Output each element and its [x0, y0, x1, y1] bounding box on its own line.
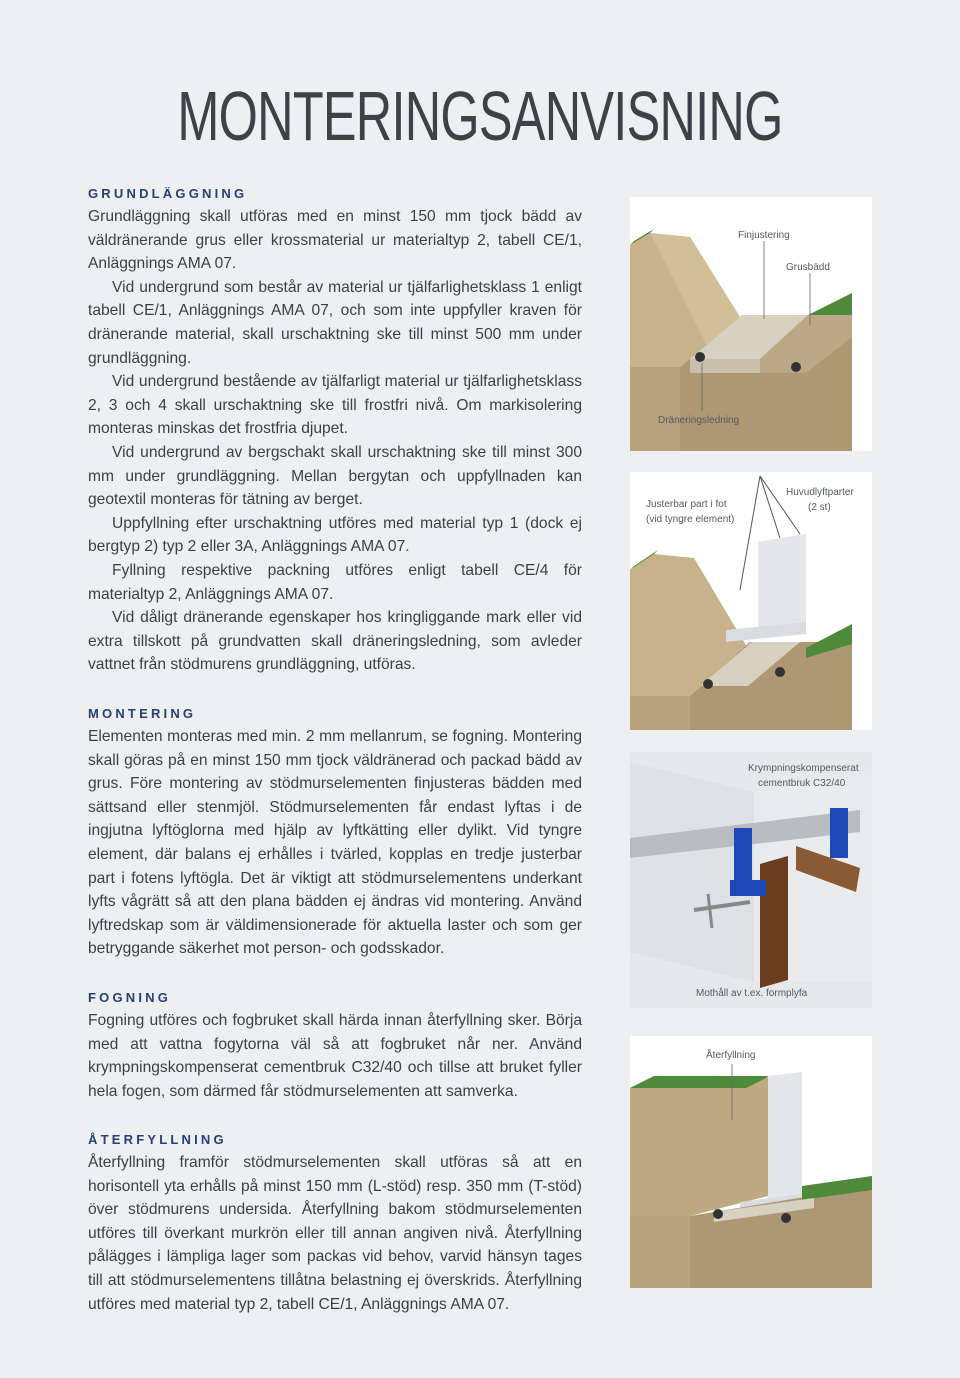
callout-krymp-line2: cementbruk C32/40 [758, 778, 846, 789]
callout-draneringsledning: Dräneringsledning [658, 415, 740, 426]
callout-huvud-line2: (2 st) [808, 502, 831, 513]
section-heading: ÅTERFYLLNING [88, 1132, 227, 1147]
callout-justerbar-line1: Justerbar part i fot [646, 499, 727, 510]
callout-huvud-line1: Huvudlyftparter [786, 487, 854, 498]
callout-finjustering: Finjustering [738, 230, 790, 241]
callout-aterfyllning: Återfyllning [706, 1050, 756, 1061]
section-heading: GRUNDLÄGGNING [88, 186, 248, 201]
paragraph: Vid undergrund bestående av tjälfarligt material ur tjälfarlighetsklass 2, 3 och 4 skall urschaktning ske till frostfri nivå. Om markisolering monteras minskas det frostfria djupet. [88, 373, 582, 438]
section-aterfyllning [88, 1132, 582, 1316]
paragraph: Vid undergrund som består av material ur tjälfarlighetsklass 1 enligt tabell CE/1, Anläggnings AMA 07, och som inte uppfyller kraven för dränerande material, skall urschaktning ske till minst 500 mm under grundläggning. [88, 278, 582, 367]
paragraph: Vid undergrund av bergschakt skall urschaktning ske till minst 300 mm under grundläggning. Mellan bergytan och uppfyllnaden kan geotextil monteras för tätning av berget. [88, 443, 582, 509]
paragraph: Fyllning respektive packning utföres enligt tabell CE/4 för materialtyp 2, Anläggnings AMA 07. [88, 561, 582, 603]
section-fogning [88, 990, 582, 1103]
figure-backfill [630, 1036, 872, 1288]
paragraph: Grundläggning skall utföras med en minst 150 mm tjock bädd av väldränerande grus eller krossmaterial ur materialtyp 2, tabell CE/1, Anläggnings AMA 07. [88, 208, 582, 273]
paragraph: Elementen monteras med min. 2 mm mellanrum, se fogning. Montering skall göras på en minst 150 mm tjock väldränerad och packad bädd av grus. Före montering av stödmurselementen finjusteras bädden med sättsand eller stenmjöl. Stödmurselementen får endast lyftas i de ingjutna lyftöglorna med hjälp av lyftkätting eller dylikt. Vid tyngre element, där balans ej erhålles i tvärled, kopplas en tredje justerbar part i fotens lyftögla. Det är viktigt att stödmurselementens underkant lyfts vågrätt så att den plana bädden ej ändras vid montering. Använd lyftredskap som är väldimensionerade för aktuella laster och som ger betryggande säkerhet mot person- och godsskador. [88, 728, 582, 958]
section-montering [88, 706, 582, 961]
figure-joint-clamp [630, 752, 872, 1008]
paragraph: Vid dåligt dränerande egenskaper hos kringliggande mark eller vid extra tillskott på grundvatten skall dräneringsledning, som avleder vattnet från stödmurens grundläggning, utföras. [88, 609, 582, 674]
callout-mothall: Mothåll av t.ex. formplyfa [696, 988, 808, 999]
section-heading: MONTERING [88, 706, 197, 721]
callout-grusbadd: Grusbädd [786, 262, 830, 273]
callout-justerbar-line2: (vid tyngre element) [646, 514, 735, 525]
figure-lifting [630, 472, 872, 730]
figure-foundation-bed [630, 197, 872, 451]
paragraph: Återfyllning framför stödmurselementen skall utföras så att en horisontell yta erhålls på minst 150 mm (L-stöd) resp. 350 mm (T-stöd) över stödmurens undersida. Återfyllning bakom stödmurselementen utföres till överkant murkrön eller till annan angiven nivå. Återfyllning pålägges i lämpliga lager som packas vid behov, varvid hänsyn tages till att stödmurselementens tillåtna belastning ej överskrids. Återfyllning utföres med material typ 2, tabell CE/1, Anläggnings AMA 07. [88, 1154, 582, 1313]
paragraph: Uppfyllning efter urschaktning utföres med material typ 1 (dock ej bergtyp 2) typ 2 eller 3A, Anläggnings AMA 07. [88, 514, 582, 556]
paragraph: Fogning utföres och fogbruket skall härda innan återfyllning sker. Börja med att vattna fogytorna väl så att fogbruket når ner. Använd krympningskompenserat cementbruk C32/40 och tillse att bruket fyller hela fogen, som därmed får stödmurselementen att samverka. [88, 1012, 582, 1100]
backfill-illustration [630, 1036, 872, 1288]
section-heading: FOGNING [88, 990, 172, 1005]
section-grundlaggning [88, 186, 582, 677]
callout-krymp-line1: Krympningskompenserat [748, 763, 859, 774]
page-title: MONTERINGSANVISNING [177, 77, 783, 155]
